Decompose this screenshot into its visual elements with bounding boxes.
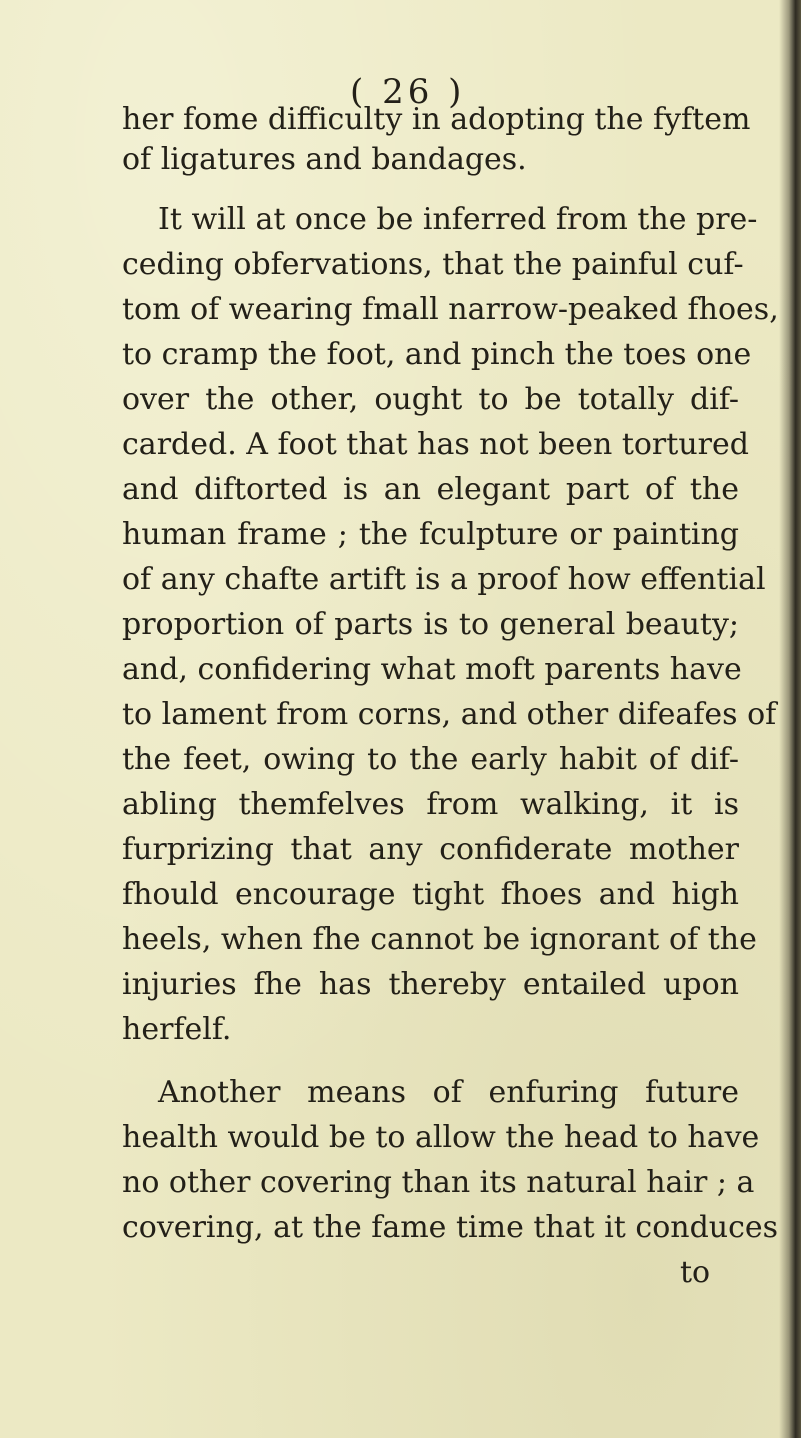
text-line: tom of wearing fmall narrow-peaked fhoes, — [122, 292, 779, 327]
text-line: heels, when fhe cannot be ignorant of the — [122, 922, 757, 957]
text-line: of any chafte artift is a proof how effential — [122, 562, 766, 597]
text-line: and, confidering what moft parents have — [122, 652, 742, 687]
page-edge-shadow — [779, 0, 801, 1438]
text-line: no other covering than its natural hair ; a — [122, 1165, 755, 1200]
text-line: health would be to allow the head to have — [122, 1120, 760, 1155]
text-line: herfelf. — [122, 1012, 232, 1047]
text-line: Another means of enfuring future — [158, 1075, 739, 1110]
text-line: furprizing that any confiderate mother — [122, 832, 739, 867]
text-line: and diftorted is an elegant part of the — [122, 472, 739, 507]
text-line: human frame ; the fculpture or painting — [122, 517, 739, 552]
page-number: ( 26 ) — [350, 72, 466, 112]
text-line: to lament from corns, and other difeafes of — [122, 697, 777, 732]
text-line: proportion of parts is to general beauty; — [122, 607, 739, 642]
text-line: her fome difficulty in adopting the fyftem — [122, 102, 751, 137]
text-line: fhould encourage tight fhoes and high — [122, 877, 739, 912]
text-line: ceding obfervations, that the painful cuf- — [122, 247, 744, 282]
text-line: It will at once be inferred from the pre- — [158, 202, 758, 237]
text-line: carded. A foot that has not been tortured — [122, 427, 749, 462]
text-line: to cramp the foot, and pinch the toes one — [122, 337, 752, 372]
text-line: of ligatures and bandages. — [122, 142, 527, 177]
text-line: covering, at the fame time that it conduces — [122, 1210, 779, 1245]
text-line: the feet, owing to the early habit of dif- — [122, 742, 739, 777]
text-line: over the other, ought to be totally dif- — [122, 382, 739, 417]
catchword: to — [680, 1255, 711, 1290]
text-line: injuries fhe has thereby entailed upon — [122, 967, 739, 1002]
text-line: abling themfelves from walking, it is — [122, 787, 739, 822]
